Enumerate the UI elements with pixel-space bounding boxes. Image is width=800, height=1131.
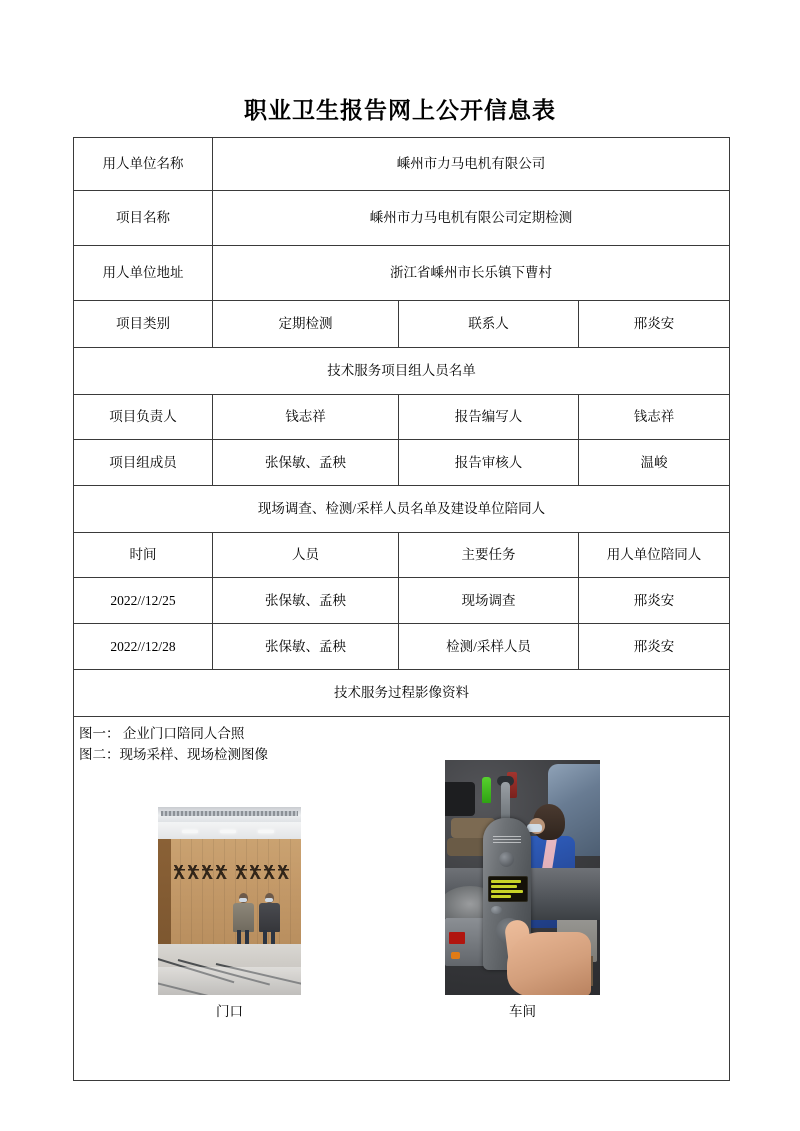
meter-label bbox=[493, 836, 521, 845]
survey-people: 张保敏、孟秧 bbox=[213, 624, 399, 670]
machine-part bbox=[445, 782, 475, 816]
orange-button bbox=[451, 952, 460, 959]
photo-block-entrance bbox=[158, 807, 301, 1021]
info-table bbox=[73, 137, 730, 1081]
operator-hand bbox=[507, 932, 591, 995]
table-row bbox=[74, 624, 730, 670]
page-title: 职业卫生报告网上公开信息表 bbox=[244, 98, 556, 123]
ceiling-light bbox=[220, 830, 236, 833]
table-row bbox=[74, 191, 730, 246]
table-row bbox=[74, 395, 730, 440]
survey-escort: 邢炎安 bbox=[579, 624, 730, 670]
microphone bbox=[501, 782, 510, 822]
survey-time: 2022//12/25 bbox=[74, 578, 213, 624]
row-label-team-members: 项目组成员 bbox=[74, 440, 213, 486]
table-row bbox=[74, 138, 730, 191]
photo-caption-entrance: 门口 bbox=[216, 1004, 243, 1019]
table-section-row bbox=[74, 670, 730, 717]
meter-knob bbox=[499, 852, 514, 867]
row-label-employer-name: 用人单位名称 bbox=[74, 138, 213, 191]
table-section-row bbox=[74, 486, 730, 533]
row-label-report-reviewer: 报告审核人 bbox=[399, 440, 579, 486]
table-row bbox=[74, 301, 730, 348]
section-title-team: 技术服务项目组人员名单 bbox=[74, 348, 730, 395]
wall-calligraphy bbox=[174, 865, 292, 881]
section-title-media: 技术服务过程影像资料 bbox=[74, 670, 730, 717]
row-value-project-name: 嵊州市力马电机有限公司定期检测 bbox=[213, 191, 730, 246]
green-bottle bbox=[482, 777, 491, 803]
media-cell bbox=[74, 717, 730, 1081]
ceiling-light bbox=[258, 830, 274, 833]
column-header-escort: 用人单位陪同人 bbox=[579, 533, 730, 578]
row-value-report-writer: 钱志祥 bbox=[579, 395, 730, 440]
survey-task: 现场调查 bbox=[399, 578, 579, 624]
row-value-employer-name: 嵊州市力马电机有限公司 bbox=[213, 138, 730, 191]
survey-escort: 邢炎安 bbox=[579, 578, 730, 624]
photo-caption-workshop: 车间 bbox=[509, 1004, 536, 1019]
photo-block-workshop bbox=[445, 760, 600, 1021]
red-display bbox=[449, 932, 465, 944]
table-media-row bbox=[74, 717, 730, 1081]
photo-entrance bbox=[158, 807, 301, 995]
column-header-time: 时间 bbox=[74, 533, 213, 578]
survey-time: 2022//12/28 bbox=[74, 624, 213, 670]
table-row bbox=[74, 440, 730, 486]
table-row bbox=[74, 246, 730, 301]
figure-note-1: 图一： 企业门口陪同人合照 bbox=[79, 726, 245, 741]
meter-lcd-screen bbox=[488, 876, 528, 902]
survey-task: 检测/采样人员 bbox=[399, 624, 579, 670]
row-label-employer-address: 用人单位地址 bbox=[74, 246, 213, 301]
survey-people: 张保敏、孟秧 bbox=[213, 578, 399, 624]
row-label-project-name: 项目名称 bbox=[74, 191, 213, 246]
row-value-team-members: 张保敏、孟秧 bbox=[213, 440, 399, 486]
row-label-report-writer: 报告编写人 bbox=[399, 395, 579, 440]
column-header-people: 人员 bbox=[213, 533, 399, 578]
row-label-contact-person: 联系人 bbox=[399, 301, 579, 348]
wall-column bbox=[158, 839, 171, 944]
section-title-survey: 现场调查、检测/采样人员名单及建设单位陪同人 bbox=[74, 486, 730, 533]
row-value-report-reviewer: 温峻 bbox=[579, 440, 730, 486]
meter-button bbox=[491, 906, 502, 914]
ceiling-vent bbox=[161, 811, 298, 816]
table-header-row bbox=[74, 533, 730, 578]
column-header-task: 主要任务 bbox=[399, 533, 579, 578]
table-row bbox=[74, 578, 730, 624]
ceiling bbox=[158, 807, 301, 822]
ceiling-light bbox=[182, 830, 198, 833]
row-value-contact-person: 邢炎安 bbox=[579, 301, 730, 348]
row-value-project-category: 定期检测 bbox=[213, 301, 399, 348]
row-label-project-category: 项目类别 bbox=[74, 301, 213, 348]
figure-note-2: 图二：现场采样、现场检测图像 bbox=[79, 747, 268, 762]
table-section-row bbox=[74, 348, 730, 395]
photo-workshop bbox=[445, 760, 600, 995]
floor-reflection bbox=[158, 967, 301, 995]
wood-board bbox=[447, 838, 487, 856]
row-value-project-leader: 钱志祥 bbox=[213, 395, 399, 440]
row-label-project-leader: 项目负责人 bbox=[74, 395, 213, 440]
row-value-employer-address: 浙江省嵊州市长乐镇下曹村 bbox=[213, 246, 730, 301]
